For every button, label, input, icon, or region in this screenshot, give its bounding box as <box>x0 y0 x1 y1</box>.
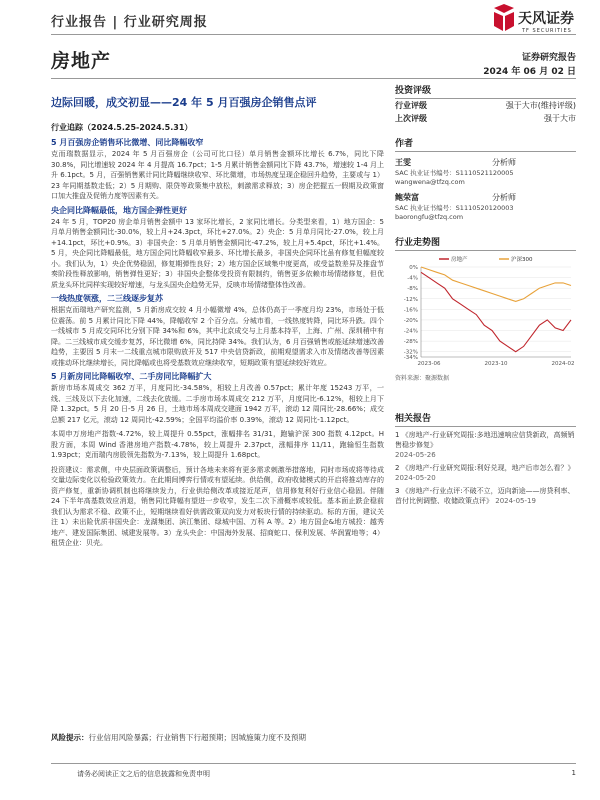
report-type: 证券研究报告 <box>521 53 576 63</box>
author-role: 分析师 <box>492 193 516 202</box>
chart-y-tick-label: -20% <box>403 317 418 324</box>
related-report-title: 1 《房地产-行业研究周报:多地迅速响应信贷新政，高频销售稳步修复》 <box>395 431 575 449</box>
chart-series-line <box>421 267 571 301</box>
author-sac: SAC 执业证书编号：S1110520120003 <box>395 204 514 212</box>
logo-mark-icon <box>492 4 516 32</box>
report-header <box>0 0 600 40</box>
investment-advice-paragraph: 投资建议：需求侧，中央层面政策调整后，预计各地未来将有更多需求刺激举措落地，同时市场或将等待成交量边际变化以检验政策效力。在此期间博弈行情或有望延续。供给侧，政府收储模式的开启将推动库存的资产修复，重新协调机制也将继续发力，行业供给侧改革或接近尾声，信用修复利好行业信心稳固。伴随 24 下半年高基数效应消退，销售同比降幅有望进一步收窄，发生二次下滑概率或较低。基本面止跌企稳前我们认为需求不稳、政策不止，短期继续看好供需政策双向发力对板块行情的持续驱动。标的方面，建议关注 1）未出险优质非国央企：龙湖集团、滨江集团、绿城中国、万科 A 等。2）地方国企&地方城投：越秀地产、建发国际集团、城建发展等。3）龙头央企：中国海外发展、招商蛇口、保利发展、华润置地等；4）租赁企业：贝壳。 <box>51 465 384 547</box>
related-report-date: 2024-05-19 <box>495 497 536 505</box>
rating-key: 行业评级 <box>395 101 427 110</box>
disclaimer-footer: 请务必阅读正文之后的信息披露和免责申明 <box>77 770 210 778</box>
report-category: 行业报告 | 行业研究周报 <box>51 15 208 30</box>
section-paragraph: 本周申万房地产指数-4.72%，较上周提升 0.55pct，涨幅排名 31/31，跑输沪深 300 指数 4.12pct。H 股方面，本周 Wind 香港房地产指数-4.78%，较上周提升 2.37pct，涨幅排序 11/11，跑输恒生指数 1.93pct；克而瑞内房股领先指数为-7.13%，较上周提升 1.68pct。 <box>51 430 384 459</box>
related-report-item[interactable] <box>395 463 576 483</box>
section-head: 一线热度领涨，二三线逐步复苏 <box>51 294 163 303</box>
sidebar <box>395 80 576 506</box>
author-block <box>395 157 576 187</box>
authors-head: 作者 <box>395 133 576 152</box>
tracking-period: 行业追踪（2024.5.25-2024.5.31） <box>51 123 193 132</box>
page-number: 1 <box>571 769 576 777</box>
rating-row <box>395 112 576 125</box>
chart-legend-label: 房地产 <box>451 257 468 263</box>
section-head: 央企同比降幅最低，地方国企弹性更好 <box>51 205 187 215</box>
related-head: 相关报告 <box>395 408 576 427</box>
chart-series-line <box>421 272 571 351</box>
chart-x-tick-label: 2024-02 <box>551 361 575 367</box>
risk-text: 行业信用风险暴露；行业销售下行超预期；因城施策力度不及预期 <box>88 733 306 742</box>
related-report-title: 2 《房地产-行业研究周报:利好兑现，地产后市怎么看？》 <box>395 464 575 472</box>
chart-x-tick-label: 2023-10 <box>484 361 508 367</box>
related-report-title: 3 《房地产-行业点评:不破不立，迈向新途——房贷利率、首付比例调整、收储政策点评》 <box>395 487 575 505</box>
main-content <box>51 122 384 549</box>
related-report-date: 2024-05-26 <box>395 451 436 459</box>
rating-key: 上次评级 <box>395 114 427 123</box>
rating-row <box>395 99 576 112</box>
section-paragraph: 克而瑞数据显示，2024 年 5 月百强房企（公司可比口径）单月销售金额环比增长 6.7%，同比下降 30.8%，同比增速较 2024 年 4 月提高 16.7pct；1-5 月累计销售金额同比下降 43.7%，增速较 1-4 月上升 6.1pct。5 月，百强销售累计同比降幅继续收窄、环比微增，市场热度呈现企稳回升趋势，主要或与 1）23 年同期基数走低；2）5 月期购、限贷等政策集中放松，刺激需求释放；3）房企把握五一假期及政策窗口加大推盘及促销力度等因素有关。 <box>51 150 384 200</box>
chart-y-tick-label: -4% <box>407 275 418 282</box>
rating-value: 强于大市(维持评级) <box>505 101 576 110</box>
report-subtitle: 边际回暖，成交初显——24 年 5 月百强房企销售点评 <box>51 96 317 109</box>
author-sac: SAC 执业证书编号：S1110521120005 <box>395 169 514 177</box>
tf-securities-logo <box>492 2 576 38</box>
logo-text-en: TF SECURITIES <box>522 28 572 34</box>
related-report-item[interactable] <box>395 430 576 460</box>
chart-x-tick-label: 2023-06 <box>417 361 441 367</box>
section-head: 5 月百强房企销售环比微增、同比降幅收窄 <box>51 138 204 147</box>
rating-value: 强于大市 <box>544 114 576 123</box>
chart-y-tick-label: -16% <box>403 307 418 314</box>
author-block <box>395 192 576 222</box>
trend-chart-head: 行业走势图 <box>395 232 576 251</box>
section-paragraph: 新房市场本周成交 362 万平，月度同比-34.58%，相较上月改善 0.57pct；累计年度 15243 万平，一线、三线及以下去化加速，二线去化放缓。二手房市场本周成交 212 万平，月度同比-6.12%，相较上月下降 1.32pct。5 月 20 日-5 月 26 日，土地市场本周成交建面 1942 万平，滚动 12 周同比-28.66%；成交总额 217 亿元，滚动 12 周同比-42.59%；全国平均溢价率 0.39%，滚动 12 周同比-1.12pct。 <box>51 384 384 424</box>
trend-chart <box>395 253 576 371</box>
section-paragraph: 24 年 5 月，TOP20 房企单月销售金额中 13 家环比增长，2 家同比增长。分类型来看，1）地方国企：5 月单月销售金额同比-30.0%，较上月+24.3pct，环比+27.0%。2）央企：5 月单月同比-27.0%，较上月+14.1pct，环比+0.9%。3）非国央企：5 月单月销售金额同比-47.2%，较上月+5.4pct，环比+1.4%。5 月，央企同比降幅最低，地方国企同比降幅收窄最多、环比增长最多，非国央企同环比虽有修复但幅度较小。我们认为，1）央企优势稳固，修复期弹性良好；2）地方国企区域集中度更高，或受益数差异及推盘节奏阶段性释放影响，销售弹性更好；3）非国央企整体受投资有限制约，销售更多依赖市场情绪修复，但优质龙头环比同样实现较好增速，与龙头国央企趋势无异，反映市场情绪整体性改善。 <box>51 217 384 289</box>
footer-divider <box>51 763 576 764</box>
rating-head: 投资评级 <box>395 80 576 99</box>
risk-warning <box>51 732 576 743</box>
risk-label: 风险提示： <box>51 733 89 742</box>
chart-y-tick-label: -24% <box>403 328 418 335</box>
author-email[interactable]: wangwena@tfzq.com <box>395 178 465 186</box>
chart-legend-label: 沪深300 <box>511 257 533 263</box>
title-divider <box>51 78 576 79</box>
header-divider <box>51 34 576 35</box>
author-email[interactable]: baorongfu@tfzq.com <box>395 213 464 221</box>
author-name: 鲍荣富 <box>395 193 419 202</box>
author-role: 分析师 <box>492 158 516 167</box>
author-name: 王雯 <box>395 158 411 167</box>
chart-y-tick-label: -28% <box>403 339 418 346</box>
chart-source: 资料来源：聚源数据 <box>395 375 450 382</box>
section-head: 5 月新房同比降幅收窄、二手房同比降幅扩大 <box>51 372 212 381</box>
chart-y-tick-label: -8% <box>407 286 418 293</box>
logo-text-cn: 天风证券 <box>518 11 574 27</box>
related-report-item[interactable] <box>395 486 576 506</box>
section-paragraph: 根据克而瑞地产研究监测，5 月新房成交较 4 月小幅微增 4%，总体仍高于一季度月均 23%，市场处于低位震荡。前 5 月累计同比下降 44%，降幅收窄 2 个百分点。分城市看，一线热度转降，同比环升跌。四个一线城市 5 月成交同环比分别下降 34%和 6%，其中北京成交与上月基本持平，上海、广州、深圳稍中有降。二三线城市成交缓步复苏，环比微增 6%，同比持降 34%。我们认为，6 月百强销售或能延续增速改善趋势，主要因 5 月末一二线重点城市限购放开及 517 中央信贷新政，前期观望需求入市及情绪改善等因素或推动环比继续增长，同比降幅或也将受基数效应继续收窄，短期政策有望延续较好效应。 <box>51 306 384 367</box>
chart-y-tick-label: -12% <box>403 296 418 303</box>
chart-y-tick-label: -34% <box>403 355 418 361</box>
report-date: 2024 年 06 月 02 日 <box>483 67 576 77</box>
chart-y-tick-label: 0% <box>409 265 418 271</box>
trend-chart-box <box>395 232 576 382</box>
chart-y-tick-label: -32% <box>403 349 418 356</box>
related-report-date: 2024-05-20 <box>395 474 436 482</box>
industry-title: 房地产 <box>51 50 112 72</box>
